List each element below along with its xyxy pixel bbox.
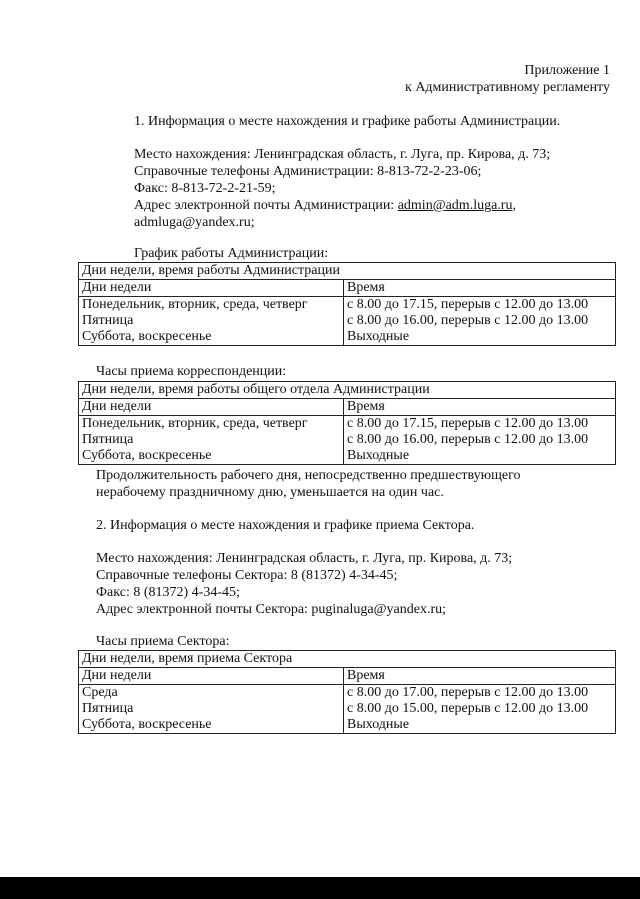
table2-time-3: Выходные: [347, 448, 410, 463]
note-line-1: Продолжительность рабочего дня, непосредственно предшествующего: [96, 468, 521, 483]
section1-location: Место нахождения: Ленинградская область, г. Луга, пр. Кирова, д. 73;: [134, 147, 551, 162]
table3-time-1: с 8.00 до 17.00, перерыв с 12.00 до 13.00: [347, 685, 589, 700]
section1-email-label: Адрес электронной почты Администрации:: [134, 198, 398, 213]
section1-email-2: admluga@yandex.ru;: [134, 215, 255, 230]
appendix-line-2: к Административному регламенту: [405, 80, 610, 95]
table2-times-cell: [344, 416, 616, 465]
table2-header: Дни недели, время работы общего отдела Администрации: [79, 382, 616, 399]
section2-email: Адрес электронной почты Сектора: puginaluga@yandex.ru;: [96, 602, 446, 617]
section2-location: Место нахождения: Ленинградская область, г. Луга, пр. Кирова, д. 73;: [96, 551, 513, 566]
section1-email-separator: ,: [512, 198, 516, 213]
table3-caption: Часы приема Сектора:: [96, 634, 230, 649]
table2-caption: Часы приема корреспонденции:: [96, 364, 287, 379]
table1-col1-header: Дни недели: [79, 280, 344, 297]
table-header-row: [79, 382, 616, 399]
table3: [78, 650, 616, 734]
table-row: [79, 668, 616, 685]
table3-day-3: Суббота, воскресенье: [82, 717, 212, 732]
table2-day-2: Пятница: [82, 432, 134, 447]
scan-border-bottom: [0, 877, 640, 899]
table3-days-cell: [79, 685, 344, 734]
table3-day-2: Пятница: [82, 701, 134, 716]
table1-time-2: с 8.00 до 16.00, перерыв с 12.00 до 13.00: [347, 313, 589, 328]
table-header-row: [79, 651, 616, 668]
section1-fax: Факс: 8-813-72-2-21-59;: [134, 181, 276, 196]
table1: [78, 262, 616, 346]
table3-time-2: с 8.00 до 15.00, перерыв с 12.00 до 13.00: [347, 701, 589, 716]
table1-time-3: Выходные: [347, 329, 410, 344]
table3-header: Дни недели, время приема Сектора: [79, 651, 616, 668]
table1-col2-header: Время: [344, 280, 616, 297]
table-row: [79, 297, 616, 346]
table3-col1-header: Дни недели: [79, 668, 344, 685]
table2-time-1: с 8.00 до 17.15, перерыв с 12.00 до 13.00: [347, 416, 589, 431]
section1-phones: Справочные телефоны Администрации: 8-813-72-2-23-06;: [134, 164, 482, 179]
section1-email-link[interactable]: admin@adm.luga.ru: [397, 198, 513, 213]
table1-header: Дни недели, время работы Администрации: [79, 263, 616, 280]
section1-heading: 1. Информация о месте нахождения и графике работы Администрации.: [134, 114, 561, 129]
section2-heading: 2. Информация о месте нахождения и графике приема Сектора.: [96, 518, 475, 533]
table1-day-3: Суббота, воскресенье: [82, 329, 212, 344]
table3-times-cell: [344, 685, 616, 734]
table2-day-1: Понедельник, вторник, среда, четверг: [82, 416, 308, 431]
table-row: [79, 280, 616, 297]
appendix-label: [405, 62, 610, 96]
table2-days-cell: [79, 416, 344, 465]
table1-day-1: Понедельник, вторник, среда, четверг: [82, 297, 308, 312]
table-row: [79, 399, 616, 416]
table2: [78, 381, 616, 465]
table1-times-cell: [344, 297, 616, 346]
appendix-line-1: Приложение 1: [524, 63, 610, 78]
table3-day-1: Среда: [82, 685, 118, 700]
table1-days-cell: [79, 297, 344, 346]
table2-col2-header: Время: [344, 399, 616, 416]
table-row: [79, 416, 616, 465]
table3-time-3: Выходные: [347, 717, 410, 732]
table1-time-1: с 8.00 до 17.15, перерыв с 12.00 до 13.00: [347, 297, 589, 312]
section1-email-line: [134, 197, 516, 214]
table1-day-2: Пятница: [82, 313, 134, 328]
table2-day-3: Суббота, воскресенье: [82, 448, 212, 463]
section2-fax: Факс: 8 (81372) 4-34-45;: [96, 585, 240, 600]
table-row: [79, 685, 616, 734]
note-line-2: нерабочему праздничному дню, уменьшается на один час.: [96, 485, 444, 500]
table2-col1-header: Дни недели: [79, 399, 344, 416]
section2-phones: Справочные телефоны Сектора: 8 (81372) 4-34-45;: [96, 568, 398, 583]
table3-col2-header: Время: [344, 668, 616, 685]
table1-caption: График работы Администрации:: [134, 246, 329, 261]
table2-time-2: с 8.00 до 16.00, перерыв с 12.00 до 13.00: [347, 432, 589, 447]
table-header-row: [79, 263, 616, 280]
